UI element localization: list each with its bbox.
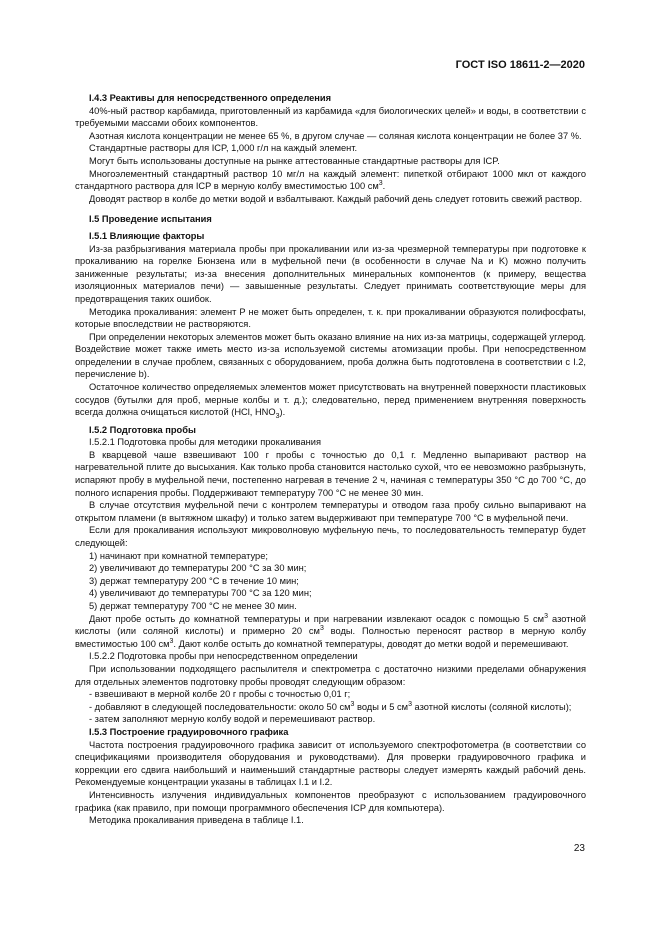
list-item: 4) увеличивают до температуры 700 °C за 120 мин;	[89, 588, 312, 599]
paragraph: При использовании подходящего распылителя и спектрометра с достаточно низкими пределами обнаружения для отдельных элементов подготовку пробы проводят следующим образом:	[75, 663, 586, 687]
paragraph: Методика прокаливания приведена в таблице I.1.	[89, 815, 304, 826]
paragraph: Доводят раствор в колбе до метки водой и взбалтывают. Каждый рабочий день следует готовить свежий раствор.	[89, 193, 583, 204]
paragraph-text: воды и 5 см	[354, 701, 409, 712]
paragraph-text: Остаточное количество определяемых элементов может присутствовать на внутренней поверхности пластиковых сосудов (бутылки для проб, мерные колбы и т. д.); следовательно, перед применением внутренняя поверхность всегда должна очищаться кислотой (HCl, HNO	[75, 382, 586, 418]
superscript: 3	[544, 612, 548, 620]
paragraph-text: азотной кислоты (или соляной кислоты) и примерно 20 см	[75, 613, 586, 637]
subsection-title: I.5.2.2 Подготовка пробы при непосредственном определении	[89, 651, 358, 662]
page-number: 23	[573, 843, 585, 854]
paragraph: Азотная кислота концентрации не менее 65 %, в другом случае — соляная кислота концентрации не более 37 %.	[89, 130, 582, 141]
section-title: I.4.3 Реактивы для непосредственного определения	[89, 93, 332, 103]
paragraph: 40%-ный раствор карбамида, приготовленный из карбамида «для биологических целей» и воды, в соответствии с требуемыми массами обоих компонентов.	[75, 105, 586, 129]
list-item: 3) держат температуру 200 °C в течение 10 мин;	[89, 575, 299, 586]
paragraph: В случае отсутствия муфельной печи с контролем температуры и отводом газа пробу сильно выпаривают на открытом пламени (в вытяжном шкафу) и только затем выдерживают при температуре 700 °C в муфельной печи.	[75, 500, 586, 523]
paragraph	[75, 381, 586, 424]
section-title: I.5 Проведение испытания	[89, 214, 212, 225]
paragraph: Методика прокаливания: элемент P не может быть определен, т. к. при прокаливании образуются полифосфаты, которые впоследствии не растворяются.	[75, 306, 586, 330]
paragraph: Могут быть использованы доступные на рынке аттестованные стандартные растворы для ICP.	[89, 155, 500, 166]
list-item: 5) держат температуру 700 °C не менее 30 мин.	[89, 601, 297, 612]
superscript: 3	[378, 180, 383, 188]
superscript: 3	[319, 625, 324, 633]
superscript: 3	[169, 637, 174, 645]
paragraph-text: Дают пробе остыть до комнатной температуры и при нагревании извлекают осадок с помощью 5 см	[89, 613, 545, 624]
list-item: - взвешивают в мерной колбе 20 г пробы с точностью 0,01 г;	[89, 689, 351, 700]
page-content	[75, 92, 586, 827]
paragraph: Если для прокаливания используют микроволновую муфельную печь, то последовательность температур будет следующей:	[75, 525, 586, 549]
paragraph	[75, 168, 586, 193]
superscript: 3	[408, 700, 412, 708]
paragraph: При определении некоторых элементов может быть оказано влияние на них из-за матрицы, содержащей углерод. Воздействие может также иметь место из-за используемой системы атомизации пробы. При непосредственном определении в случае проблем, связанных с оборудованием, проба должна быть подготовлена в соответствии с I.2, перечисление b).	[75, 331, 586, 380]
standard-header: ГОСТ ISO 18611-2—2020	[455, 59, 585, 71]
paragraph: Стандартные растворы для ICP, 1,000 г/л на каждый элемент.	[89, 143, 358, 154]
paragraph-text: азотной кислоты (соляной кислоты);	[411, 701, 572, 712]
list-item	[75, 701, 586, 714]
section-title: I.5.3 Построение градуировочного графика	[89, 726, 289, 737]
superscript: 3	[350, 700, 355, 708]
list-item: 1) начинают при комнатной температуре;	[89, 550, 268, 561]
list-item: 2) увеличивают до температуры 200 °C за 30 мин;	[89, 563, 307, 574]
paragraph: В кварцевой чаше взвешивают 100 г пробы с точностью до 0,1 г. Медленно выпаривают раствор на нагревательной плите до высыхания. Как только проба становится настолько сухой, что ее невозможно разбрызнуть, испаряют пробу в муфельной печи, постепенно нагревая в течение 2 ч, начиная с температуры 350 °C до 700 °C, до полного испарения пробы. Поддерживают температуру 700 °C не менее 30 мин.	[75, 449, 586, 498]
paragraph-text: - добавляют в следующей последовательности: около 50 см	[89, 701, 351, 712]
paragraph: Из-за разбрызгивания материала пробы при прокаливании или из-за чрезмерной температуры при подготовке к прокаливанию на горелке Бюнзена или в муфельной печи (в особенности в случае Na и K) можно получить заниженные результаты; из-за внесения дополнительных минеральных компонентов (к примеру, вещества изоляционных материалов печи) — завышенные результаты. Следует принимать соответствующие меры для предотвращения таких ошибок.	[75, 243, 586, 304]
paragraph: Частота построения градуировочного графика зависит от используемого спектрофотометра (в соответствии со спецификациями производителя оборудования и руководствами). Для проверки градуировочного графика и коррекции его сдвига наибольший и наименьший стандартные растворы следует измерять каждый рабочий день. Рекомендуемые концентрации указаны в таблицах I.1 и I.2.	[75, 739, 586, 788]
paragraph	[75, 613, 586, 651]
paragraph-text: воды. Полностью переносят раствор в мерную колбу вместимостью 100 см	[75, 626, 586, 649]
paragraph-text: Многоэлементный стандартный раствор 10 мг/л на каждый элемент: пипеткой отбирают 1000 мкл от каждого стандартного раствора для ICP в мерную колбу вместимостью 100 см	[75, 168, 586, 192]
paragraph-text: . Дают колбе остыть до комнатной температуры, доводят до метки водой и перемешивают.	[173, 638, 569, 649]
list-item: - затем заполняют мерную колбу водой и перемешивают раствор.	[89, 714, 376, 725]
section-title: I.5.1 Влияющие факторы	[89, 230, 205, 241]
subscript: 3	[275, 413, 280, 421]
paragraph: Интенсивность излучения индивидуальных компонентов преобразуют с использованием градуировочного графика (как правило, при помощи программного обеспечения ICP для компьютера).	[75, 789, 586, 813]
paragraph-text: ).	[279, 407, 286, 418]
subsection-title: I.5.2.1 Подготовка пробы для методики прокаливания	[89, 437, 322, 448]
section-title: I.5.2 Подготовка пробы	[89, 424, 196, 435]
paragraph-text: .	[382, 181, 386, 192]
